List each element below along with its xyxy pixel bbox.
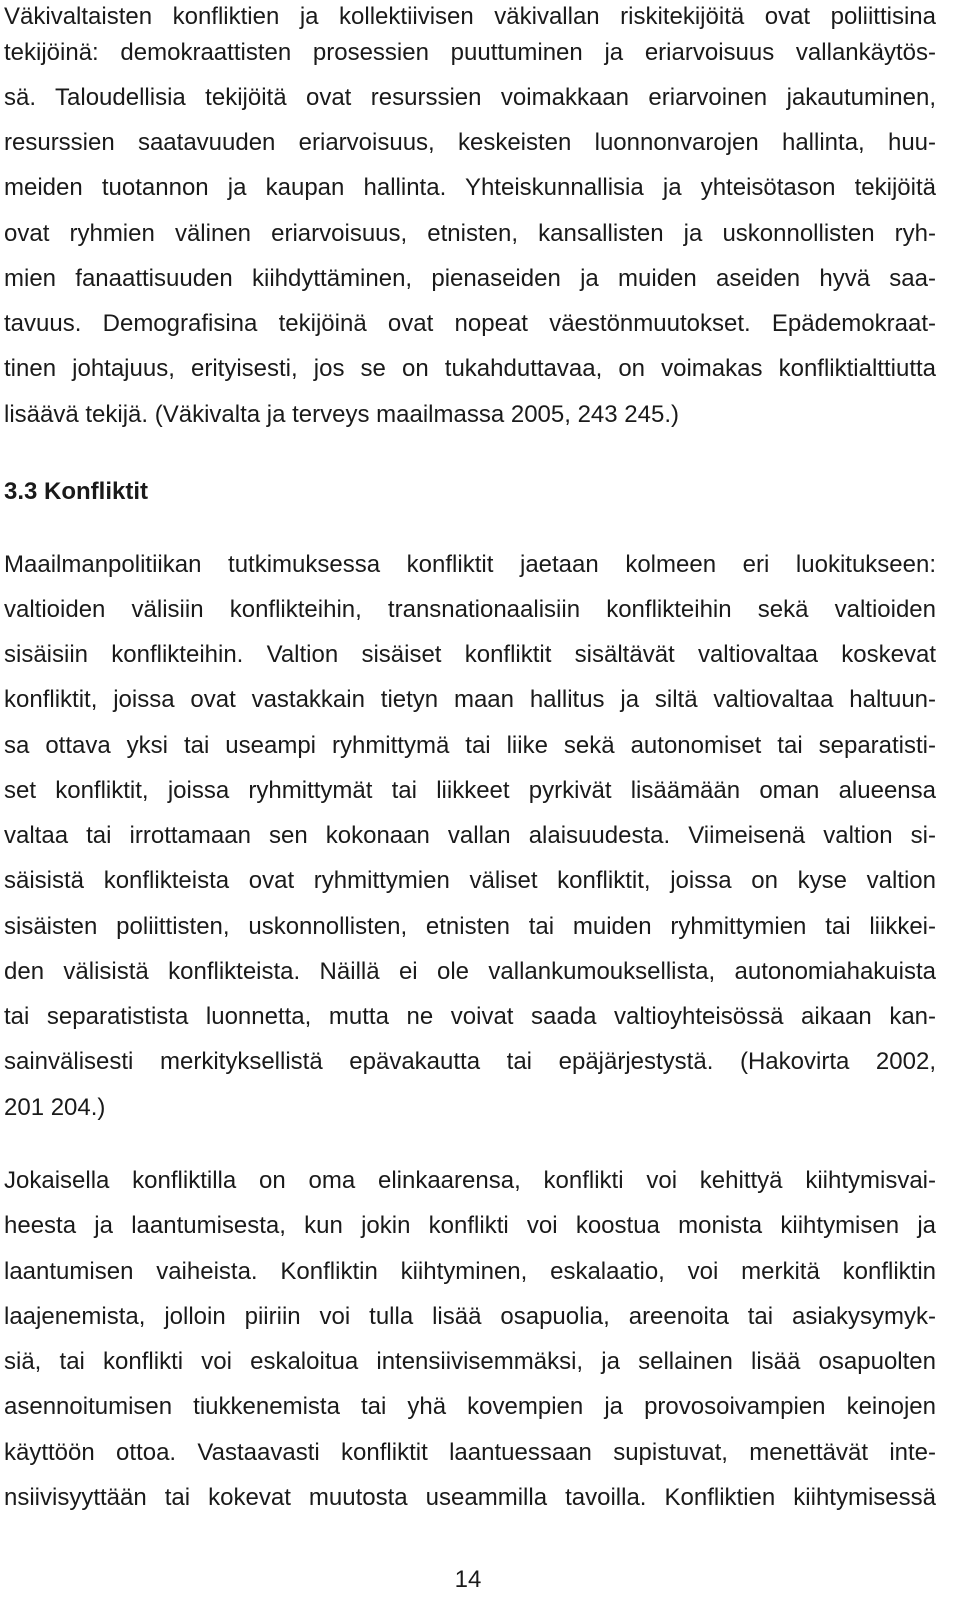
text-line: heesta ja laantumisesta, kun jokin konflikti voi koostua monista kiihtymisen ja bbox=[4, 1212, 936, 1239]
text-line: resurssien saatavuuden eriarvoisuus, keskeisten luonnonvarojen hallinta, huu- bbox=[4, 129, 936, 156]
text-line: sisäisten poliittisten, uskonnollisten, etnisten tai muiden ryhmittymien tai liikkei- bbox=[4, 913, 936, 940]
text-line: lisäävä tekijä. (Väkivalta ja terveys maailmassa 2005, 243 245.) bbox=[4, 401, 679, 428]
text-line: Jokaisella konfliktilla on oma elinkaarensa, konflikti voi kehittyä kiihtymisvai- bbox=[4, 1167, 936, 1194]
text-line: tekijöinä: demokraattisten prosessien puuttuminen ja eriarvoisuus vallankäytös- bbox=[4, 39, 936, 66]
text-line: asennoitumisen tiukkenemista tai yhä kovempien ja provosoivampien keinojen bbox=[4, 1393, 936, 1420]
text-line: valtaa tai irrottamaan sen kokonaan vallan alaisuudesta. Viimeisenä valtion si- bbox=[4, 822, 936, 849]
text-line: nsiivisyyttään tai kokevat muutosta useammilla tavoilla. Konfliktien kiihtymisessä bbox=[4, 1484, 936, 1511]
text-line: sainvälisesti merkityksellistä epävakautta tai epäjärjestystä. (Hakovirta 2002, bbox=[4, 1048, 936, 1075]
text-line: sä. Taloudellisia tekijöitä ovat resurssien voimakkaan eriarvoinen jakautuminen, bbox=[4, 84, 936, 111]
text-line: valtioiden välisiin konflikteihin, transnationaalisiin konflikteihin sekä valtioiden bbox=[4, 596, 936, 623]
text-line: mien fanaattisuuden kiihdyttäminen, pienaseiden ja muiden aseiden hyvä saa- bbox=[4, 265, 936, 292]
text-line: den välisistä konflikteista. Näillä ei ole vallankumouksellista, autonomiahakuista bbox=[4, 958, 936, 985]
section-heading: 3.3 Konfliktit bbox=[4, 478, 149, 505]
text-line: Väkivaltaisten konfliktien ja kollektiivisen väkivallan riskitekijöitä ovat poliittisina bbox=[4, 3, 936, 30]
text-line: 201 204.) bbox=[4, 1094, 106, 1121]
text-line: säisistä konflikteista ovat ryhmittymien väliset konfliktit, joissa on kyse valtion bbox=[4, 867, 936, 894]
page-number: 14 bbox=[454, 1566, 482, 1593]
text-line: sisäisiin konflikteihin. Valtion sisäiset konfliktit sisältävät valtiovaltaa koskevat bbox=[4, 641, 936, 668]
text-line: laajenemista, jolloin piiriin voi tulla lisää osapuolia, areenoita tai asiakysymyk- bbox=[4, 1303, 936, 1330]
text-line: käyttöön ottoa. Vastaavasti konfliktit laantuessaan supistuvat, menettävät inte- bbox=[4, 1439, 936, 1466]
text-line: siä, tai konflikti voi eskaloitua intensiivisemmäksi, ja sellainen lisää osapuolten bbox=[4, 1348, 936, 1375]
text-line: tinen johtajuus, erityisesti, jos se on tukahduttavaa, on voimakas konfliktialttiutta bbox=[4, 355, 936, 382]
text-line: sa ottava yksi tai useampi ryhmittymä tai liike sekä autonomiset tai separatisti- bbox=[4, 732, 936, 759]
text-line: Maailmanpolitiikan tutkimuksessa konfliktit jaetaan kolmeen eri luokitukseen: bbox=[4, 551, 936, 578]
text-line: set konfliktit, joissa ryhmittymät tai liikkeet pyrkivät lisäämään oman alueensa bbox=[4, 777, 936, 804]
text-line: laantumisen vaiheista. Konfliktin kiihtyminen, eskalaatio, voi merkitä konfliktin bbox=[4, 1258, 936, 1285]
text-line: meiden tuotannon ja kaupan hallinta. Yhteiskunnallisia ja yhteisötason tekijöitä bbox=[4, 174, 936, 201]
text-line: konfliktit, joissa ovat vastakkain tietyn maan hallitus ja siltä valtiovaltaa haltuun- bbox=[4, 686, 936, 713]
text-line: ovat ryhmien välinen eriarvoisuus, etnisten, kansallisten ja uskonnollisten ryh- bbox=[4, 220, 936, 247]
text-line: tai separatistista luonnetta, mutta ne voivat saada valtioyhteisössä aikaan kan- bbox=[4, 1003, 936, 1030]
text-line: tavuus. Demografisina tekijöinä ovat nopeat väestönmuutokset. Epädemokraat- bbox=[4, 310, 936, 337]
